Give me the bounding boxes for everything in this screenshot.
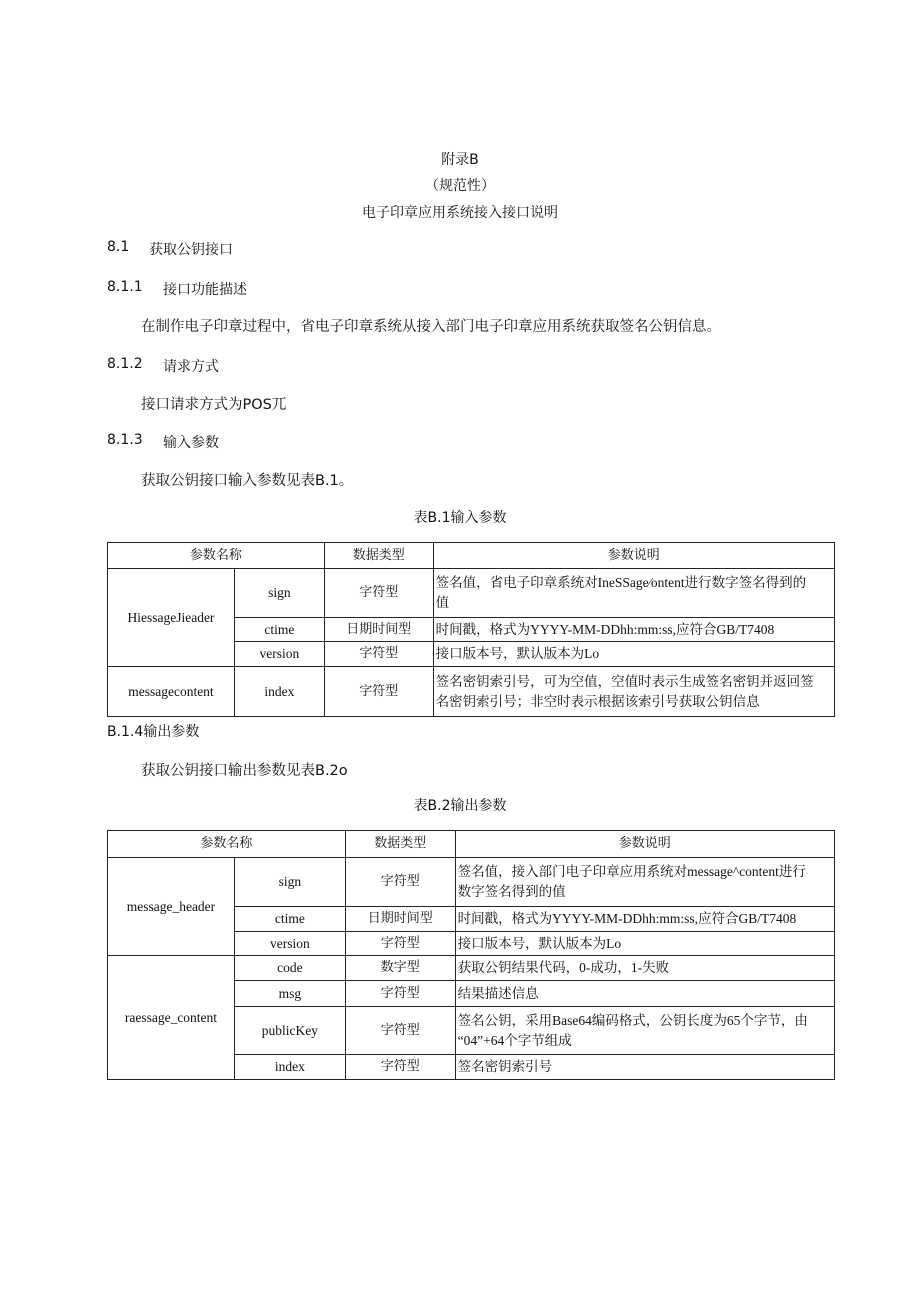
table-row [108, 956, 835, 981]
param-type: 字符型 [345, 1055, 455, 1080]
table-b1-group-content: messagecontent [108, 667, 235, 717]
section-8-1-3-number: 8.1.3 [107, 432, 143, 448]
param-type: 字符型 [345, 1007, 455, 1055]
param-name: sign [234, 569, 324, 618]
appendix-title: 电子印章应用系统接入接口说明 [362, 205, 558, 221]
paragraph-output-params: 获取公钥接口输出参数见表B.2o [141, 763, 348, 779]
param-type: 字符型 [345, 858, 455, 907]
section-8-1-2-title: 请求方式 [163, 359, 219, 375]
param-name: version [234, 932, 345, 956]
paragraph-request-method: 接口请求方式为POS兀 [141, 397, 287, 413]
param-desc: 接口版本号，默认版本为Lo [433, 642, 834, 667]
appendix-nature: （规范性） [425, 178, 495, 194]
table-b2-output-params [107, 830, 835, 1080]
section-8-1-1-number: 8.1.1 [107, 279, 143, 295]
param-desc: 结果描述信息 [455, 981, 834, 1007]
appendix-label: 附录B [441, 152, 479, 168]
param-name: version [234, 642, 324, 667]
param-name: ctime [234, 618, 324, 642]
param-name: ctime [234, 907, 345, 932]
param-desc: 签名密钥索引号 [455, 1055, 834, 1080]
param-type: 数字型 [345, 956, 455, 981]
param-desc: 时间戳，格式为YYYY-MM-DDhh:mm:ss,应符合GB/T7408 [433, 618, 834, 642]
param-desc: 获取公钥结果代码，0-成功，1-失败 [455, 956, 834, 981]
param-name: msg [234, 981, 345, 1007]
param-name: code [234, 956, 345, 981]
table-b2-group-content: raessage_content [108, 956, 235, 1080]
param-type: 字符型 [345, 932, 455, 956]
table-row [108, 667, 835, 717]
section-8-1-1-title: 接口功能描述 [163, 282, 247, 298]
param-desc: 时间戳，格式为YYYY-MM-DDhh:mm:ss,应符合GB/T7408 [455, 907, 834, 932]
param-name: publicKey [234, 1007, 345, 1055]
table-b2-header-type: 数据类型 [345, 831, 455, 858]
table-b1-header-desc: 参数说明 [433, 543, 834, 569]
section-8-1-number: 8.1 [107, 239, 130, 255]
param-type: 日期时间型 [324, 618, 433, 642]
param-type: 日期时间型 [345, 907, 455, 932]
paragraph-function-description: 在制作电子印章过程中，省电子印章系统从接入部门电子印章应用系统获取签名公钥信息。 [141, 319, 721, 335]
param-type: 字符型 [324, 569, 433, 618]
param-type: 字符型 [324, 642, 433, 667]
table-b1-header-name: 参数名称 [108, 543, 325, 569]
table-b2-header-desc: 参数说明 [455, 831, 834, 858]
param-name: index [234, 1055, 345, 1080]
param-desc: 接口版本号，默认版本为Lo [455, 932, 834, 956]
param-type: 字符型 [324, 667, 433, 717]
table-b1-group-header: HiessageJieader [108, 569, 235, 667]
table-b1-caption: 表B.1输入参数 [413, 510, 507, 526]
section-8-1-3-title: 输入参数 [163, 435, 219, 451]
section-8-1-2-number: 8.1.2 [107, 356, 143, 372]
section-b-1-4-title: B.1.4输出参数 [107, 724, 200, 740]
paragraph-input-params: 获取公钥接口输入参数见表B.1。 [141, 473, 354, 489]
section-8-1-title: 获取公钥接口 [149, 242, 233, 258]
param-desc: 签名密钥索引号，可为空值，空值时表示生成签名密钥并返回签 名密钥索引号；非空时表示根据该索引号获取公钥信息 [433, 667, 834, 717]
table-row [108, 569, 835, 618]
table-b1-header-type: 数据类型 [324, 543, 433, 569]
table-b2-header-name: 参数名称 [108, 831, 346, 858]
param-desc: 签名值，接入部门电子印章应用系统对message^content进行 数字签名得到的值 [455, 858, 834, 907]
table-b1-input-params [107, 542, 835, 717]
param-name: sign [234, 858, 345, 907]
param-desc: 签名值，省电子印章系统对IneSSage⁄ontent进行数字签名得到的 值 [433, 569, 834, 618]
param-name: index [234, 667, 324, 717]
param-desc: 签名公钥，采用Base64编码格式，公钥长度为65个字节，由 “04”+64个字节组成 [455, 1007, 834, 1055]
param-type: 字符型 [345, 981, 455, 1007]
table-b2-group-header: message_header [108, 858, 235, 956]
table-row [108, 858, 835, 907]
table-b2-caption: 表B.2输出参数 [413, 798, 507, 814]
